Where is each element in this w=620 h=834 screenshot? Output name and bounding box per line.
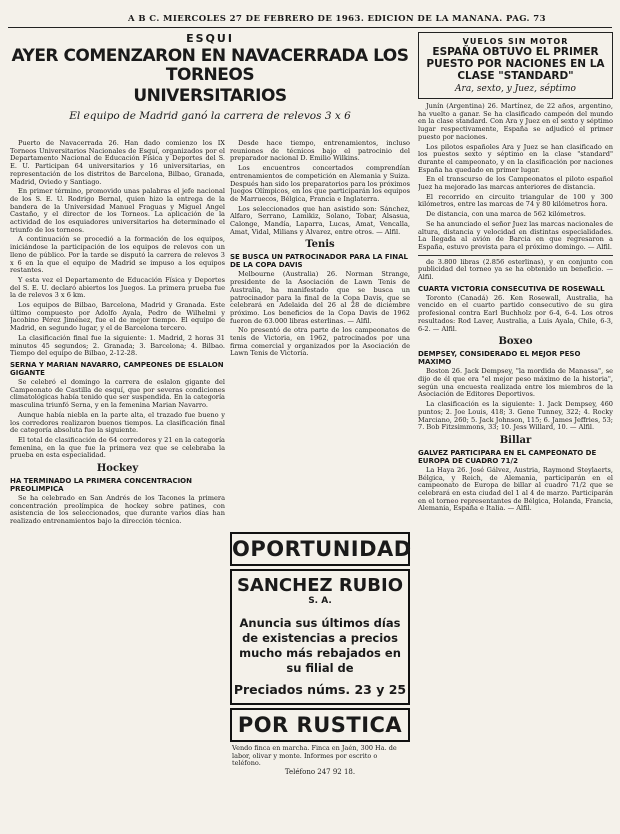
column-2 xyxy=(230,140,410,525)
ad-street: Preciados núms. 23 y 25 xyxy=(233,682,407,697)
ad-company-name: SANCHEZ RUBIO xyxy=(236,575,404,596)
gliding-kicker: VUELOS SIN MOTOR xyxy=(462,37,569,46)
ad-body-text: Anuncia sus últimos días de existencias a precios mucho más rebajados en su filial de xyxy=(239,616,401,675)
col1-paragraph: En primer término, promovido unas palabras el jefe nacional de los S. E. U. Rodrigo Bernal, quien hizo la entrega de la bandera de la Universidad Manuel Fraguas y Miguel Angel Castaño, y el director de los Torneos. La aplicación de la actividad de los esquiadores universitarios ha determinado el triunfo de los torneos. xyxy=(10,187,225,234)
col3-paragraph: De distancia, con una marca de 562 kilómetros. xyxy=(426,210,586,219)
ad-oportunidad: OPORTUNIDAD xyxy=(232,537,412,561)
lead-kicker: ESQUI xyxy=(186,32,234,45)
col3-paragraph: Toronto (Canadá) 26. Ken Rosewall, Australia, ha vencido en el cuarto partido consecutivo de su gira profesional contra Earl Buchholz por 6-4, 6-4. Los otros resultados: Rod Laver, Australia, a Luis Ayala, Chile, 6-3, 6-2. — Alfil. xyxy=(418,293,613,333)
lead-headline-1: AYER COMENZARON EN NAVACERRADA LOS TORNEOS xyxy=(11,46,409,85)
gliding-headline: ESPAÑA OBTUVO EL PRIMER PUESTO POR NACIONES EN LA CLASE "STANDARD" xyxy=(426,46,605,82)
ad-oportunidad-box xyxy=(230,532,410,566)
col2-paragraph: No presentó de otra parte de los campeonatos de tenis de Victoria, en 1962, patrocinados por una firma comercial y organizados por la Asociación de Lawn Tenis de Victoria. xyxy=(230,326,410,358)
ad-rustica-box xyxy=(230,708,410,742)
section-billar: Billar xyxy=(499,434,532,446)
lead-article-header xyxy=(10,32,410,138)
col3-paragraph: Los pilotos españoles Ara y Juez se han clasificado en los puestos sexto y séptimo en la clase "standard" durante el campeonato, y en la clasificación por naciones España ha quedado en primer lugar. xyxy=(418,142,613,174)
col1-paragraph: Y esta vez el Departamento de Educación Física y Deportes del S. E. U. declaró abiertos los Juegos. La primera prueba fue la de relevos 3 x 6 km. xyxy=(10,275,225,300)
divider xyxy=(418,255,613,256)
col2-paragraph: Melbourne (Australia) 26. Norman Strange, presidente de la Asociación de Lawn Tenis de Australia, ha manifestado que se busca un patrocinador para la final de la Copa Davis, que se celebrará en Adelaida del 26 al 28 de diciembre próximo. Los beneficios de la Copa Davis de 1962 fueron de 63.000 libras esterlinas. — Alfil. xyxy=(230,270,410,325)
col3-paragraph: La clasificación es la siguiente: 1. Jack Dempsey, 460 puntos; 2. Joe Louis, 418; 3. Gene Tunney, 322; 4. Rocky Marciano, 260; 5. Jack Johnson, 115; 6. James Jeffries, 53; 7. Bob Fitzsimmons, 33; 10. Jess Willard, 10. — Alfil. xyxy=(418,400,613,432)
col2-headline-davis: SE BUSCA UN PATROCINADOR PARA LA FINAL DE LA COPA DAVIS xyxy=(230,253,408,270)
col3-headline-galvez: GALVEZ PARTICIPARA EN EL CAMPEONATO DE EUROPA DE CUADRO 71/2 xyxy=(418,448,597,465)
ad-main-box xyxy=(230,569,410,705)
column-1 xyxy=(10,140,225,830)
ad-small-text: Vendo finca en marcha. Finca en Jaén, 300 Ha. de labor, olivar y monte. Informes por escrito o teléfono. xyxy=(232,744,397,767)
col1-paragraph: Los equipos de Bilbao, Barcelona, Madrid y Granada. Este último compuesto por Adolfo Ayala, Pedro de Wilhelmi y Jacobino Pérez Jiménez, fue el de mejor tiempo. El equipo de Madrid, en segundo lugar, y el de Barcelona tercero. xyxy=(10,301,225,333)
col3-paragraph: Junín (Argentina) 26. Martínez, de 22 años, argentino, ha vuelto a ganar. Se ha clasificado campeón del mundo en la clase standard. Con Ara y Juez en el sexto y séptimo lugar respectivamente, España se adjudicó el primer puesto por naciones. xyxy=(418,102,613,141)
col3-headline-rosewall: CUARTA VICTORIA CONSECUTIVA DE ROSEWALL xyxy=(418,284,605,293)
ad-company-sa: S. A. xyxy=(308,596,332,606)
col3-paragraph: El recorrido en circuito triangular de 100 y 300 kilómetros, entre las marcas de 74 y 80 kilómetros hora. xyxy=(418,192,613,209)
col3-paragraph: de 3.800 libras (2.856 esterlinas), y en conjunto con publicidad del torneo ya se ha obtenido un beneficio. — Alfil. xyxy=(418,257,613,282)
ad-phone: Teléfono 247 92 18. xyxy=(284,767,356,776)
col2-paragraph: Desde hace tiempo, entrenamientos, incluso reuniones de técnicos bajo el patrocinio del preparador nacional D. Emilio Wilkins. xyxy=(230,140,410,163)
col3-paragraph: La Haya 26. José Gálvez, Austria, Raymond Steylaerts, Bélgica, y Reich, de Alemania, participarán en el campeonato de Europa de billar al cuadro 71/2 que se celebrará en esta ciudad del 1 al 4 de marzo. Participarán en el torneo representantes de Bélgica, Holanda, Francia, Alemania, España e Italia. — Alfil. xyxy=(418,465,613,513)
lead-deck: El equipo de Madrid ganó la carrera de relevos 3 x 6 xyxy=(69,110,351,122)
col1-paragraph: Puerto de Navacerrada 26. Han dado comienzo los IX Torneos Universitarios Nacionales de Esquí, organizados por el Departamento Nacional de Educación Física y Deportes del S. E. U. Participan 64 universitarios y 16 universitarias, en representación de los distritos de Barcelona, Bilbao, Granada, Madrid, Oviedo y Santiago. xyxy=(10,140,225,186)
col3-paragraph: En el transcurso de los Campeonatos el piloto español Juez ha mejorado las marcas anteriores de distancia. xyxy=(418,175,613,192)
col3-headline-dempsey: DEMPSEY, CONSIDERADO EL MEJOR PESO MAXIMO xyxy=(418,350,581,367)
section-hockey: Hockey xyxy=(96,463,139,475)
col1-paragraph: Se ha celebrado en San Andrés de los Tacones la primera concentración preolímpica de hockey sobre patines, con asistencia de los seleccionados, que durante varios días han realizado entrenamientos bajo la dirección técnica. xyxy=(10,494,225,526)
col1-headline-eslalon: SERNA Y MARIAN NAVARRO, CAMPEONES DE ESLALON GIGANTE xyxy=(10,360,224,377)
col1-paragraph: Se celebró el domingo la carrera de eslalon gigante del Campeonato de Castilla de esquí, que por severas condiciones climatológicas había tenido que ser suspendida. En la categoría masculina triunfó Serna, y en la femenina Marian Navarro. xyxy=(10,377,225,410)
gliding-deck: Ara, sexto, y Juez, séptimo xyxy=(455,84,576,94)
col1-paragraph: El total de clasificación de 64 corredores y 21 en la categoría femenina, en la que fue la primera vez que se celebraba la prueba en esta especialidad. xyxy=(10,435,225,460)
section-boxeo: Boxeo xyxy=(498,336,533,348)
column-3 xyxy=(418,32,613,827)
advertisement xyxy=(230,532,410,812)
section-tenis: Tenis xyxy=(305,239,335,251)
col3-paragraph: Boston 26. Jack Dempsey, "la mordida de Manassa", se dijo de él que era "el mejor peso máximo de la historia", según una encuesta realizada entre los miembros de la Asociación de Editores Deportivos. xyxy=(418,367,613,399)
col1-paragraph: La clasificación final fue la siguiente: 1. Madrid, 2 horas 31 minutos 45 segundos; 2. Granada; 3. Barcelona; 4. Bilbao. Tiempo del equipo de Bilbao, 2-12-28. xyxy=(10,333,225,358)
col1-headline-hockey: HA TERMINADO LA PRIMERA CONCENTRACION PREOLIMPICA xyxy=(10,477,192,494)
col1-paragraph: A continuación se procedió a la formación de los equipos, iniciándose la participación de los equipos de relevos con un lleno de público. Por la tarde se disputó la carrera de relevos 3 x 6 en la que el equipo de Madrid se impuso a los equipos restantes. xyxy=(10,235,225,275)
gliding-box xyxy=(418,32,613,99)
col1-paragraph: Aunque había niebla en la parte alta, el trazado fue bueno y los corredores realizaron buenos tiempos. La clasificación final de categoría absoluta fue la siguiente. xyxy=(10,410,225,435)
ad-rustica: POR RUSTICA xyxy=(237,713,403,737)
col2-paragraph: Los seleccionados que han asistido son: Sánchez, Alfaro, Serrano, Lamikiz, Solano, Tobar, Alsasua, Calonge, Mandía, Laparra, Lucas, Amat, Vencalla, Amat, Vidal, Milians y Alvarez, entre otros. — Alfil. xyxy=(230,204,410,236)
lead-headline-2: UNIVERSITARIOS xyxy=(133,86,287,106)
col2-paragraph: Los encuentros concertados comprendían entrenamientos de competición en Alemania y Suiza. Después han sido los preparatorios para los próximos Juegos Olímpicos, en los que participarán los equipos de Marruecos, Bélgica, Francia e Inglaterra. xyxy=(230,164,410,203)
col3-paragraph: Se ha anunciado el señor Juez las marcas nacionales de altura, distancia y velocidad en distintas especialidades. La llegada al avión de Barcia en que regresaron a España, estuvo prevista para el próximo domingo. — Alfil. xyxy=(418,219,613,251)
running-head: A B C. MIERCOLES 27 DE FEBRERO DE 1963. EDICION DE LA MAÑANA. PAG. 73 xyxy=(128,14,546,24)
top-rule xyxy=(8,27,612,28)
